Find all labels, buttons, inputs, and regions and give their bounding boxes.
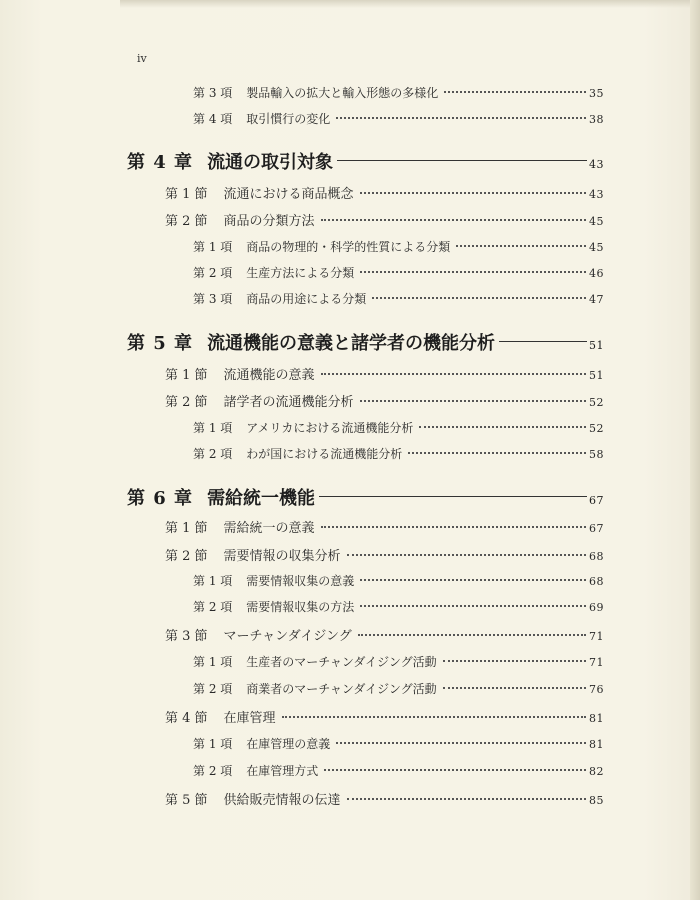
leader-dots (444, 91, 586, 93)
leader-dots (372, 297, 586, 299)
toc-item (193, 598, 604, 615)
leader-dots (360, 579, 586, 581)
toc-item-title: 需要情報収集の方法 (246, 600, 355, 614)
toc-item-number: 第 1 項 (193, 574, 233, 588)
toc-section-page: 85 (589, 794, 604, 807)
leader-dots (443, 687, 586, 689)
chapter-leader-rule (337, 160, 587, 161)
toc-item-number: 第 1 項 (193, 421, 233, 435)
toc-section-title: 在庫管理 (223, 711, 276, 726)
toc-section-page: 52 (589, 396, 604, 409)
toc-item-page: 58 (589, 448, 604, 461)
toc-section-page: 67 (589, 522, 604, 535)
toc-item-title: 生産者のマーチャンダイジング活動 (246, 655, 437, 669)
toc-section-title: 流通における商品概念 (223, 187, 354, 202)
toc-section (165, 210, 604, 229)
toc-item-page: 71 (589, 656, 604, 669)
chapter-leader-rule (499, 341, 587, 342)
toc-item (193, 84, 604, 101)
toc-item-number: 第 1 項 (193, 655, 233, 669)
toc-item-page: 69 (589, 601, 604, 614)
leader-dots (347, 798, 586, 800)
toc-section-number: 第 2 節 (165, 395, 208, 410)
toc-item-number: 第 1 項 (193, 240, 233, 254)
toc-item (193, 680, 604, 697)
leader-dots (324, 769, 586, 771)
toc-item (193, 110, 604, 127)
page-folio: iv (137, 52, 147, 65)
leader-dots (321, 526, 586, 528)
toc-section-title: 供給販売情報の伝達 (223, 793, 341, 808)
toc-item-title: アメリカにおける流通機能分析 (246, 421, 414, 435)
toc-item-title: わが国における流通機能分析 (246, 447, 403, 461)
toc-item-title: 取引慣行の変化 (246, 112, 331, 126)
leader-dots (443, 660, 586, 662)
leader-dots (321, 219, 586, 221)
toc-chapter-number: 第 4 章 (127, 152, 194, 173)
toc-section-number: 第 5 節 (165, 793, 208, 808)
toc-item-title: 需要情報収集の意義 (246, 574, 355, 588)
toc-item-page: 38 (589, 113, 604, 126)
toc-item (193, 445, 604, 462)
toc-item (193, 735, 604, 752)
leader-dots (347, 554, 586, 556)
toc-section-page: 81 (589, 712, 604, 725)
toc-item-number: 第 1 項 (193, 737, 233, 751)
toc-item-title: 生産方法による分類 (246, 266, 355, 280)
toc-section-page: 71 (589, 630, 604, 643)
toc-section-title: 商品の分類方法 (223, 214, 315, 229)
toc-section-number: 第 4 節 (165, 711, 208, 726)
leader-dots (336, 742, 586, 744)
toc-section (165, 364, 604, 383)
leader-dots (360, 271, 586, 273)
leader-dots (321, 373, 586, 375)
toc-item (193, 238, 604, 255)
toc-chapter-number: 第 6 章 (127, 488, 194, 509)
toc-item-number: 第 2 項 (193, 682, 233, 696)
toc-item-page: 52 (589, 422, 604, 435)
toc-item-number: 第 2 項 (193, 600, 233, 614)
toc-item (193, 290, 604, 307)
toc-section (165, 789, 604, 808)
toc-item-title: 商品の物理的・科学的性質による分類 (246, 240, 451, 254)
page-right-edge (690, 0, 700, 900)
toc-section-title: 需要情報の収集分析 (223, 549, 341, 564)
toc-section-number: 第 1 節 (165, 187, 208, 202)
leader-dots (336, 117, 586, 119)
toc-item-title: 製品輸入の拡大と輸入形態の多様化 (246, 86, 439, 100)
toc-item-page: 76 (589, 683, 604, 696)
toc-section (165, 517, 604, 536)
leader-dots (419, 426, 586, 428)
toc-item-page: 82 (589, 765, 604, 778)
toc-item (193, 762, 604, 779)
toc-section-title: 流通機能の意義 (223, 368, 315, 383)
leader-dots (282, 716, 586, 718)
toc-section-title: マーチャンダイジング (223, 629, 352, 644)
toc-chapter (127, 484, 604, 510)
toc-chapter (127, 148, 604, 174)
toc-item (193, 572, 604, 589)
toc-item-number: 第 2 項 (193, 447, 233, 461)
toc-chapter-page: 51 (589, 339, 604, 352)
toc-item (193, 419, 604, 436)
toc-section-number: 第 3 節 (165, 629, 208, 644)
toc-section (165, 391, 604, 410)
toc-item-title: 在庫管理の意義 (246, 737, 331, 751)
toc-section-number: 第 2 節 (165, 214, 208, 229)
toc-chapter-title: 流通の取引対象 (207, 152, 334, 173)
toc-item-page: 46 (589, 267, 604, 280)
page-top-shadow (120, 0, 700, 8)
toc-section (165, 707, 604, 726)
leader-dots (408, 452, 586, 454)
toc-section-page: 45 (589, 215, 604, 228)
toc-item-page: 45 (589, 241, 604, 254)
toc-chapter-number: 第 5 章 (127, 333, 194, 354)
toc-section-page: 43 (589, 188, 604, 201)
toc-item-page: 68 (589, 575, 604, 588)
toc-section (165, 183, 604, 202)
leader-dots (360, 605, 586, 607)
toc-item-number: 第 2 項 (193, 764, 233, 778)
leader-dots (358, 634, 586, 636)
toc-item-number: 第 3 項 (193, 86, 233, 100)
toc-item-number: 第 2 項 (193, 266, 233, 280)
leader-dots (456, 245, 586, 247)
toc-section (165, 625, 604, 644)
toc-item-page: 35 (589, 87, 604, 100)
chapter-leader-rule (319, 496, 587, 497)
toc-item (193, 653, 604, 670)
toc-section-number: 第 2 節 (165, 549, 208, 564)
toc-item-number: 第 4 項 (193, 112, 233, 126)
leader-dots (360, 192, 586, 194)
toc-section-title: 需給統一の意義 (223, 521, 315, 536)
toc-chapter-title: 需給統一機能 (207, 488, 316, 509)
toc-chapter-page: 43 (589, 158, 604, 171)
toc-section-number: 第 1 節 (165, 368, 208, 383)
toc-chapter-title: 流通機能の意義と諸学者の機能分析 (207, 333, 496, 354)
toc-item-title: 商業者のマーチャンダイジング活動 (246, 682, 437, 696)
toc-section-number: 第 1 節 (165, 521, 208, 536)
toc-section-title: 諸学者の流通機能分析 (223, 395, 354, 410)
toc-section-page: 51 (589, 369, 604, 382)
leader-dots (360, 400, 586, 402)
toc-section (165, 545, 604, 564)
toc-item-page: 47 (589, 293, 604, 306)
toc-item-page: 81 (589, 738, 604, 751)
toc-item-title: 在庫管理方式 (246, 764, 319, 778)
toc-chapter-page: 67 (589, 494, 604, 507)
toc-section-page: 68 (589, 550, 604, 563)
toc-item (193, 264, 604, 281)
toc-item-title: 商品の用途による分類 (246, 292, 367, 306)
toc-item-number: 第 3 項 (193, 292, 233, 306)
toc-chapter (127, 329, 604, 355)
